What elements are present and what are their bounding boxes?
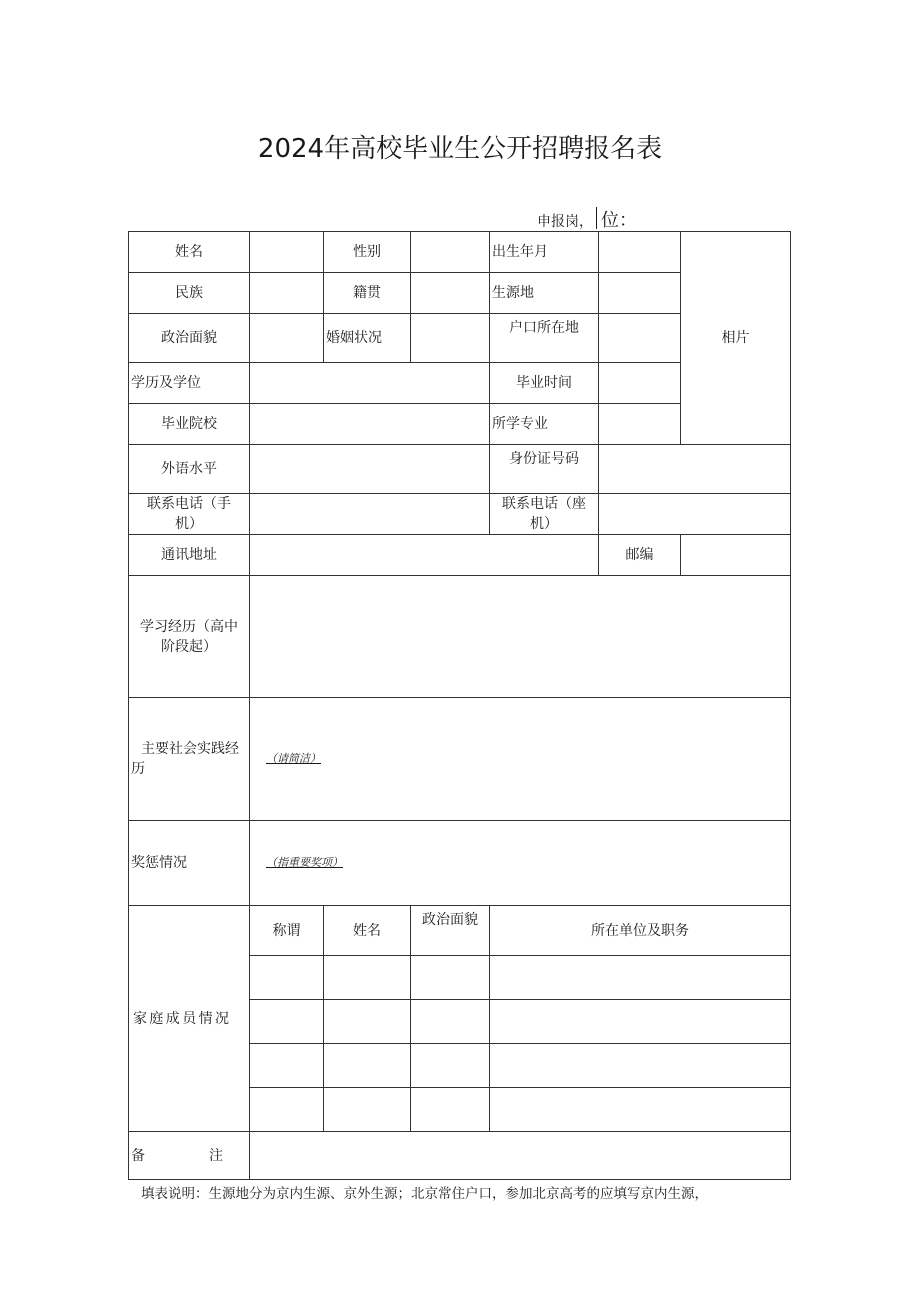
post-label-big: 位：	[601, 210, 637, 231]
marital-status-field[interactable]	[411, 314, 490, 363]
family-cell[interactable]	[324, 1044, 411, 1088]
awards-hint: （指重要奖项）	[250, 821, 791, 906]
post-label-small: 申报岗	[537, 214, 579, 230]
label-household: 户口所在地	[490, 314, 599, 363]
post-divider	[596, 207, 597, 229]
family-cell[interactable]	[490, 1000, 791, 1044]
family-cell[interactable]	[411, 1000, 490, 1044]
family-cell[interactable]	[490, 1044, 791, 1088]
mobile-field[interactable]	[250, 494, 490, 535]
post-label: 申报岗， 位：	[537, 210, 637, 231]
label-family	[129, 906, 250, 1132]
label-ethnicity: 民族	[129, 273, 250, 314]
landline-field[interactable]	[599, 494, 791, 535]
school-field[interactable]	[250, 404, 490, 445]
label-family-text: 家庭成员情况	[133, 1010, 229, 1027]
postcode-field[interactable]	[681, 535, 791, 576]
label-education-degree: 学历及学位	[129, 363, 250, 404]
family-cell[interactable]	[250, 1000, 324, 1044]
registration-table	[128, 231, 791, 1180]
label-native-place: 籍贯	[324, 273, 411, 314]
footer-note: 填表说明：生源地分为京内生源、京外生源；北京常住户口，参加北京高考的应填写京内生源，	[141, 1186, 708, 1202]
family-cell[interactable]	[324, 1088, 411, 1132]
family-cell[interactable]	[411, 956, 490, 1000]
family-cell[interactable]	[250, 1044, 324, 1088]
study-history-field[interactable]	[250, 576, 791, 698]
label-marital-status: 婚姻状况	[324, 314, 411, 363]
family-cell[interactable]	[411, 1088, 490, 1132]
label-school: 毕业院校	[129, 404, 250, 445]
label-photo: 相片	[681, 232, 791, 445]
family-cell[interactable]	[490, 956, 791, 1000]
major-field[interactable]	[599, 404, 681, 445]
gender-field[interactable]	[411, 232, 490, 273]
address-field[interactable]	[250, 535, 599, 576]
label-social-practice: 主要社会实践经历	[129, 698, 250, 821]
label-remarks	[129, 1132, 250, 1180]
birth-field[interactable]	[599, 232, 681, 273]
graduation-time-field[interactable]	[599, 363, 681, 404]
family-col-employer: 所在单位及职务	[490, 906, 791, 956]
label-graduation-time: 毕业时间	[490, 363, 599, 404]
label-landline: 联系电话（座机）	[490, 494, 599, 535]
label-address: 通讯地址	[129, 535, 250, 576]
label-study-history: 学习经历（高中阶段起）	[129, 576, 250, 698]
family-cell[interactable]	[324, 1000, 411, 1044]
household-field[interactable]	[599, 314, 681, 363]
education-degree-field[interactable]	[250, 363, 490, 404]
family-col-relation: 称谓	[250, 906, 324, 956]
label-postcode: 邮编	[599, 535, 681, 576]
label-id-number: 身份证号码	[490, 445, 599, 494]
label-political-status: 政治面貌	[129, 314, 250, 363]
label-remarks-text: 备注	[131, 1147, 223, 1164]
family-cell[interactable]	[411, 1044, 490, 1088]
name-field[interactable]	[250, 232, 324, 273]
label-language: 外语水平	[129, 445, 250, 494]
label-major: 所学专业	[490, 404, 599, 445]
remarks-field[interactable]	[250, 1132, 791, 1180]
form-title: 2024年高校毕业生公开招聘报名表	[257, 134, 663, 164]
id-number-field[interactable]	[599, 445, 791, 494]
family-cell[interactable]	[250, 1088, 324, 1132]
family-cell[interactable]	[324, 956, 411, 1000]
native-place-field[interactable]	[411, 273, 490, 314]
origin-field[interactable]	[599, 273, 681, 314]
label-name: 姓名	[129, 232, 250, 273]
family-cell[interactable]	[250, 956, 324, 1000]
label-birth: 出生年月	[490, 232, 599, 273]
label-gender: 性别	[324, 232, 411, 273]
language-field[interactable]	[250, 445, 490, 494]
social-practice-hint: （请简洁）	[250, 698, 791, 821]
family-cell[interactable]	[490, 1088, 791, 1132]
ethnicity-field[interactable]	[250, 273, 324, 314]
label-mobile: 联系电话（手机）	[129, 494, 250, 535]
political-status-field[interactable]	[250, 314, 324, 363]
label-awards: 奖惩情况	[129, 821, 250, 906]
label-origin: 生源地	[490, 273, 599, 314]
family-col-name: 姓名	[324, 906, 411, 956]
family-col-political: 政治面貌	[411, 906, 490, 956]
